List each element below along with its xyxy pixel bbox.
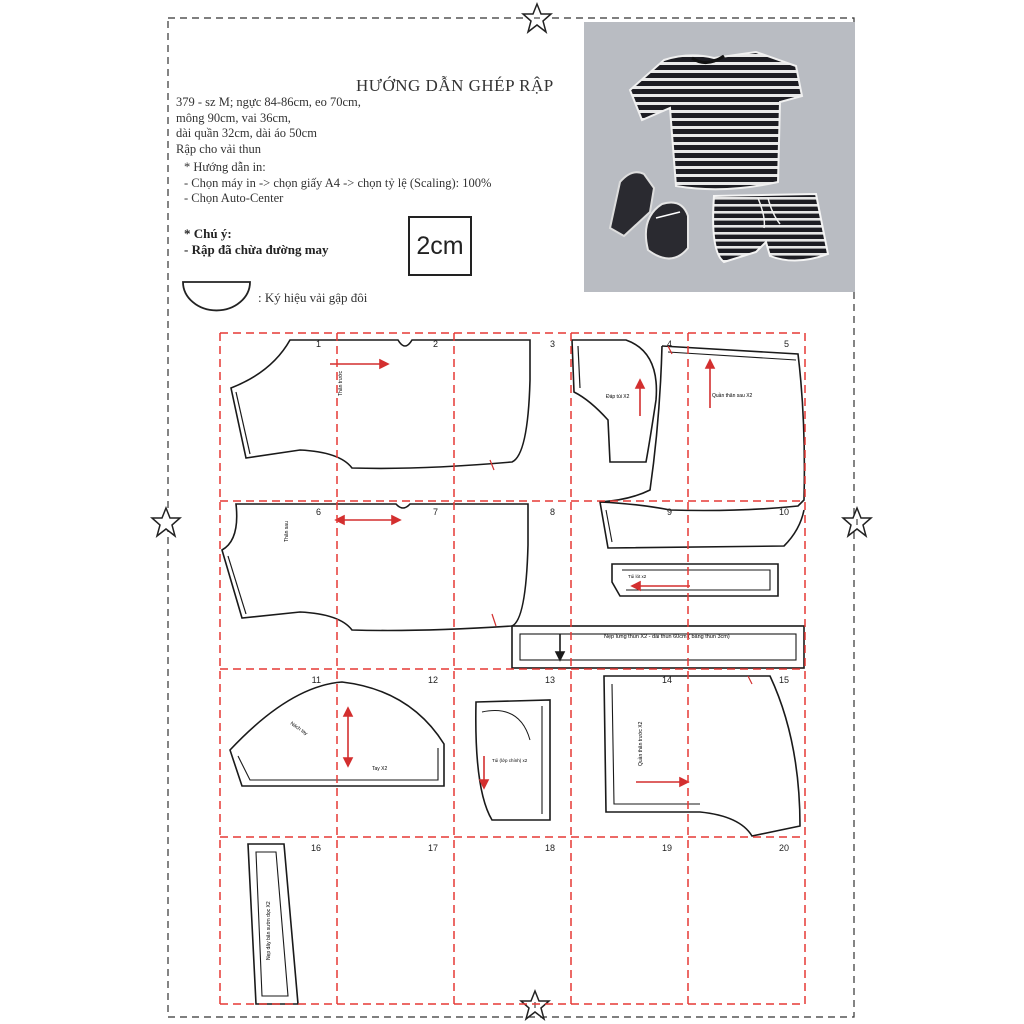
grain-arrow-icon (636, 380, 644, 416)
info-line: 379 - sz M; ngực 84-86cm, eo 70cm, (176, 95, 361, 109)
note-heading: * Chú ý: (184, 226, 232, 241)
pattern-piece-back-shorts (600, 346, 804, 548)
guide-line: - Chọn Auto-Center (184, 191, 284, 205)
info-line: dài quần 32cm, dài áo 50cm (176, 126, 317, 140)
page-number: 7 (432, 507, 438, 517)
note-text: - Rập đã chừa đường may (184, 242, 329, 257)
pattern-piece-front-pocket (572, 340, 656, 462)
page-number: 2 (432, 339, 438, 349)
page-grid (220, 333, 805, 1004)
guide-line: - Chọn máy in -> chọn giấy A4 -> chọn tỷ lệ (Scaling): 100% (184, 175, 492, 190)
page-number: 20 (778, 843, 789, 853)
label-back-shorts: Quần thân sau X2 (712, 393, 753, 399)
page-number: 9 (666, 507, 672, 517)
page-number: 13 (544, 675, 555, 685)
label-front-pocket: Đáp túi X2 (606, 394, 630, 400)
page-number: 11 (311, 675, 321, 685)
label-waistband: Nẹp lưng thun X2 - dài thun 60cm ( bảng thun 3cm) (604, 634, 730, 640)
label-back-body: Thân sau (284, 521, 290, 542)
grain-arrow-icon (344, 708, 352, 766)
label-front-body: Thân trước (338, 371, 344, 396)
label-pocket-facing: Túi (lớp chính) x2 (492, 758, 528, 763)
seam-note (184, 226, 329, 258)
label-pocket-bag: Túi lót x2 (628, 574, 647, 579)
page-number: 16 (310, 843, 321, 853)
pattern-piece-pocket-bag (612, 564, 778, 596)
grain-arrow-icon (330, 360, 388, 368)
info-line: Rập cho vải thun (176, 141, 262, 156)
size-info (176, 95, 361, 157)
label-front-shorts: Quần thân trước X2 (638, 721, 644, 766)
grain-arrow-icon (336, 516, 400, 524)
page-number: 8 (549, 507, 555, 517)
scale-check-box: 2cm (408, 216, 472, 276)
page-number: 10 (778, 507, 789, 517)
label-sleeve-cap: Nách tay (288, 720, 309, 737)
page-number: 3 (549, 339, 555, 349)
star-mark-bottom (521, 991, 549, 1019)
page-number: 17 (427, 843, 438, 853)
page-number: 18 (544, 843, 555, 853)
star-mark-top (523, 4, 551, 32)
grain-arrow-icon (636, 778, 688, 786)
pattern-piece-back-body (222, 504, 528, 631)
pattern-piece-front-body (231, 340, 530, 468)
star-mark-right (843, 508, 871, 536)
page-number: 4 (666, 339, 672, 349)
page-number: 5 (783, 339, 789, 349)
page-number: 15 (778, 675, 789, 685)
grain-arrow-icon (632, 582, 690, 590)
product-photo (584, 22, 855, 292)
page-number: 1 (315, 339, 321, 349)
page-number: 12 (427, 675, 438, 685)
label-side-strip: Nẹp dây bản sườn dọc X2 (266, 901, 272, 960)
pattern-piece-side-strip (248, 844, 298, 1004)
label-sleeve: Tay X2 (372, 766, 388, 772)
grain-arrow-icon (706, 360, 714, 408)
grain-arrow-icon (480, 756, 488, 788)
pattern-piece-front-shorts (604, 676, 800, 836)
info-line: mông 90cm, vai 36cm, (176, 110, 291, 125)
star-mark-left (152, 508, 180, 536)
page-number: 19 (661, 843, 672, 853)
fold-symbol-icon (183, 282, 250, 310)
fold-symbol-label: : Ký hiệu vải gập đôi (258, 290, 368, 305)
page-number: 14 (661, 675, 672, 685)
page-number: 6 (315, 507, 321, 517)
grain-arrow-icon (556, 634, 564, 660)
page-title: HƯỚNG DẪN GHÉP RẬP (356, 76, 554, 95)
print-guide (184, 160, 491, 207)
pattern-piece-waistband (512, 626, 804, 668)
guide-line: * Hướng dẫn in: (184, 160, 266, 174)
